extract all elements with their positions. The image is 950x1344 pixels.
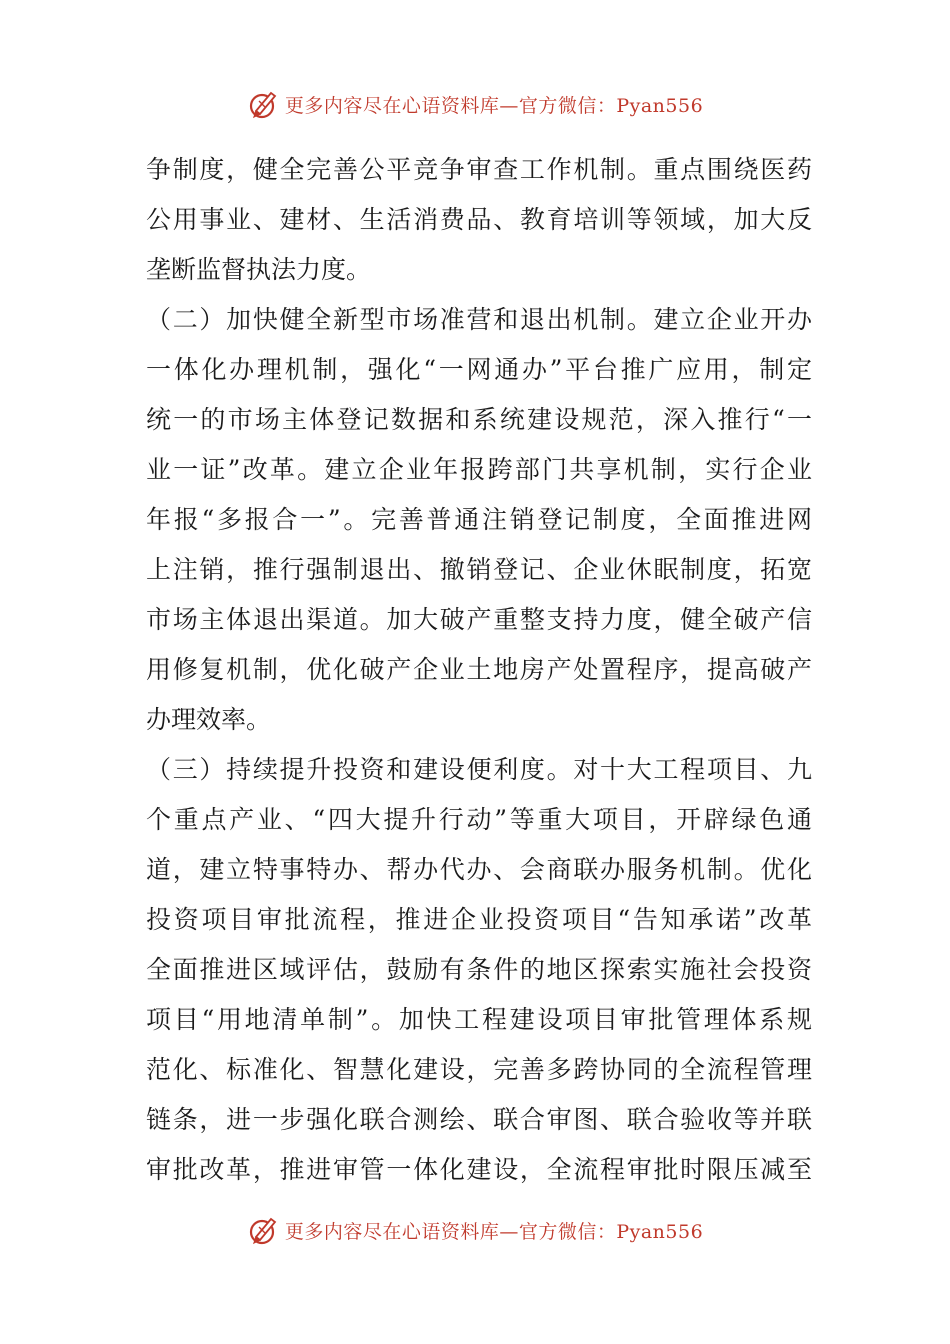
text-line: 链条，进一步强化联合测绘、联合审图、联合验收等并联 [146,1105,812,1134]
text-line: 办理效率。 [146,705,272,734]
pen-logo-icon [247,87,281,121]
text-line: 市场主体退出渠道。加大破产重整支持力度，健全破产信 [146,605,812,634]
text-line: （三）持续提升投资和建设便利度。对十大工程项目、九 [146,755,812,784]
text-line: 用修复机制，优化破产企业土地房产处置程序，提高破产 [146,655,812,684]
text-line: 全面推进区域评估，鼓励有条件的地区探索实施社会投资 [146,955,812,984]
text-line: 争制度，健全完善公平竞争审查工作机制。重点围绕医药 [146,155,812,184]
text-line: 道，建立特事特办、帮办代办、会商联办服务机制。优化 [146,855,812,884]
text-line: 一体化办理机制，强化“一网通办”平台推广应用，制定 [146,355,812,384]
text-line: 年报“多报合一”。完善普通注销登记制度，全面推进网 [146,505,812,534]
text-line: 统一的市场主体登记数据和系统建设规范，深入推行“一 [146,405,812,434]
text-line: 范化、标准化、智慧化建设，完善多跨协同的全流程管理 [146,1055,812,1084]
text-line: 项目“用地清单制”。加快工程建设项目审批管理体系规 [146,1005,812,1034]
text-line: 垄断监督执法力度。 [146,255,372,284]
text-line: 业一证”改革。建立企业年报跨部门共享机制，实行企业 [146,455,812,484]
document-body [146,145,812,1195]
text-line: 个重点产业、“四大提升行动”等重大项目，开辟绿色通 [146,805,812,834]
header-watermark-text: 更多内容尽在心语资料库—官方微信：Pyan556 [284,94,704,117]
text-line: （二）加快健全新型市场准营和退出机制。建立企业开办 [146,305,812,334]
header-watermark-banner [0,84,950,124]
footer-watermark-text: 更多内容尽在心语资料库—官方微信：Pyan556 [284,1220,704,1243]
text-line: 上注销，推行强制退出、撤销登记、企业休眠制度，拓宽 [146,555,812,584]
pen-logo-icon [247,1213,281,1247]
footer-watermark-banner [0,1210,950,1250]
text-line: 公用事业、建材、生活消费品、教育培训等领域，加大反 [146,205,812,234]
text-line: 投资项目审批流程，推进企业投资项目“告知承诺”改革 [146,905,812,934]
text-line: 审批改革，推进审管一体化建设，全流程审批时限压减至 [146,1155,812,1184]
